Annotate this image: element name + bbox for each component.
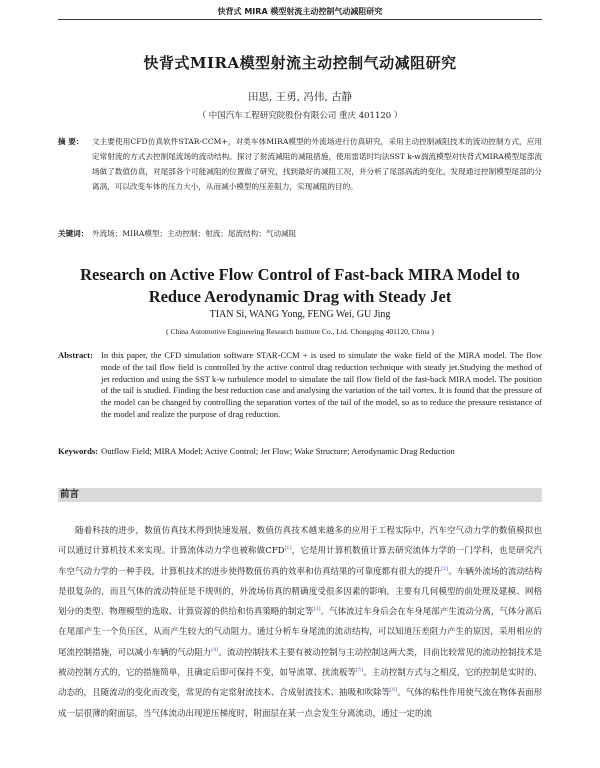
intro-text-2: ，它是用计算机数值计算去研究流体力学的一门学科，也是研究汽车空气动力学的一种手段，计算机技术的进步使得数值仿真的效率和仿真结果的可靠度都有很大的提升 bbox=[58, 546, 542, 577]
running-header: 快背式 MIRA 模型射流主动控制气动减阻研究 bbox=[217, 7, 383, 16]
header-rule bbox=[58, 19, 542, 20]
english-abstract-text: In this paper, the CFD simulation software STAR-CCM + is used to simulate the wake field of the MIRA model. The flow mode of the tail flow field is controlled by the active control drag reduction technique with steady jet.Studying the method of jet reduction and using the SST k-w turbulence model to simulate the tail flow field of the fast-back MIRA model. The position of the tail is studied. Finding the best reduction case and analysing the variation of the tail vortex. It is found that the pressure of the model can be changed by controlling the separation vortex of the tail of the model, so as to reduce the pressure resistance of the model and realize the purpose of drag reduction. bbox=[101, 350, 542, 419]
chinese-authors: 田思, 王勇, 冯伟, 古静 bbox=[247, 91, 353, 103]
english-keywords bbox=[58, 446, 542, 460]
chinese-keywords-text: 外流场；MIRA模型；主动控制；射流；尾流结构；气动减阻 bbox=[92, 229, 297, 238]
chinese-title: 快背式MIRA模型射流主动控制气动减阻研究 bbox=[143, 54, 457, 72]
citation-3[interactable]: [3] bbox=[313, 606, 321, 613]
english-keywords-text: Outflow Field; MIRA Model; Active Control; Jet Flow; Wake Structure; Aerodynamic Drag Reduction bbox=[101, 446, 455, 456]
section-heading: 前言 bbox=[60, 489, 80, 500]
chinese-abstract bbox=[58, 134, 542, 226]
intro-text-6: 。主动控制方式与之相反，它的控制是实时的、动态的，且随流动的变化而改变，常见的有定常射流技术、合成射流技术、抽吸和吹除等 bbox=[58, 668, 542, 699]
introduction-paragraph bbox=[58, 521, 542, 724]
chinese-keywords-label: 关键词： bbox=[58, 229, 89, 238]
intro-text-1: 随着科技的进步，数值仿真技术得到快速发展，数值仿真技术越来越多的应用于工程实际中，汽车空气动力学的数值模拟也可以通过计算机技术来实现。计算流体动力学也被称做CFD bbox=[58, 526, 542, 557]
english-title bbox=[0, 264, 600, 308]
citation-5[interactable]: [5] bbox=[356, 667, 364, 674]
chinese-keywords bbox=[58, 226, 542, 242]
intro-text-7: 。气体的粘性作用使气流在物体表面形成一层很薄的附面层，当气体流动出现逆压梯度时，附面层在某一点会发生分离流动，通过一定的流 bbox=[58, 688, 542, 719]
citation-2[interactable]: [2] bbox=[441, 565, 449, 572]
citation-1[interactable]: [1] bbox=[284, 545, 292, 552]
citation-4[interactable]: [4] bbox=[211, 646, 219, 653]
section-heading-bar bbox=[58, 488, 542, 502]
intro-text-5: 。流动控制技术主要有被动控制与主动控制这两大类，目前比较常见的流动控制技术是被动控制方式的，它的措施简单，且确定后即可保持不变，如导流罩、扰流板等 bbox=[58, 647, 542, 679]
chinese-abstract-text: 文主要使用CFD仿真软件STAR-CCM+，对类车体MIRA模型的外流场进行仿真研究，采用主动控制减阻技术的流动控制方式，应用定常射流的方式去控制尾流场的流动结构。探讨了射流减阻的减阻措施，使用雷诺时均法SST k-w湍流模型对快背式MIRA模型尾部流场做了数值仿真，对尾部各个可能减阻的位置做了研究，找到最好的减阻工况，并分析了尾部涡流的变化，发现通过控制模型尾部的分离涡，可以改变车体的压力大小，从而减小模型的压差阻力，实现减阻的目的。 bbox=[92, 137, 542, 192]
english-title-line-1: Research on Active Flow Control of Fast-back MIRA Model to bbox=[80, 265, 520, 284]
chinese-affiliation: （ 中国汽车工程研究院股份有限公司 重庆 401120 ） bbox=[197, 111, 403, 121]
english-keywords-label: Keywords: bbox=[58, 446, 99, 456]
english-abstract bbox=[58, 350, 542, 444]
english-title-line-2: Reduce Aerodynamic Drag with Steady Jet bbox=[148, 287, 452, 306]
chinese-abstract-label: 摘 要： bbox=[58, 137, 84, 146]
intro-text-3: 。车辆外流场的流动结构是很复杂的，而且气体的流动特征是不规则的，外流场仿真的精确度受很多因素的影响，主要有几何模型的前处理及建模、网格划分的类型、物理模型的选取、计算资源的供给和仿真策略的制定等 bbox=[58, 566, 542, 618]
intro-text-4: 。气体流过车身后会在车身尾部产生流动分离，气体分离后在尾部产生一个负压区，从而产生较大的气动阻力。通过分析车身尾流的流动结构，可以知道压差阻力产生的原因，采用相应的尾流控制措施，可以减小车辆的气动阻力 bbox=[58, 607, 542, 658]
english-authors: TIAN Si, WANG Yong, FENG Wei, GU Jing bbox=[209, 309, 391, 320]
english-abstract-label: Abstract: bbox=[58, 350, 93, 360]
english-affiliation: ( China Automotive Engineering Research Institute Co., Ltd. Chongqing 401120, China ) bbox=[166, 327, 434, 336]
citation-6[interactable]: [6] bbox=[390, 687, 398, 694]
